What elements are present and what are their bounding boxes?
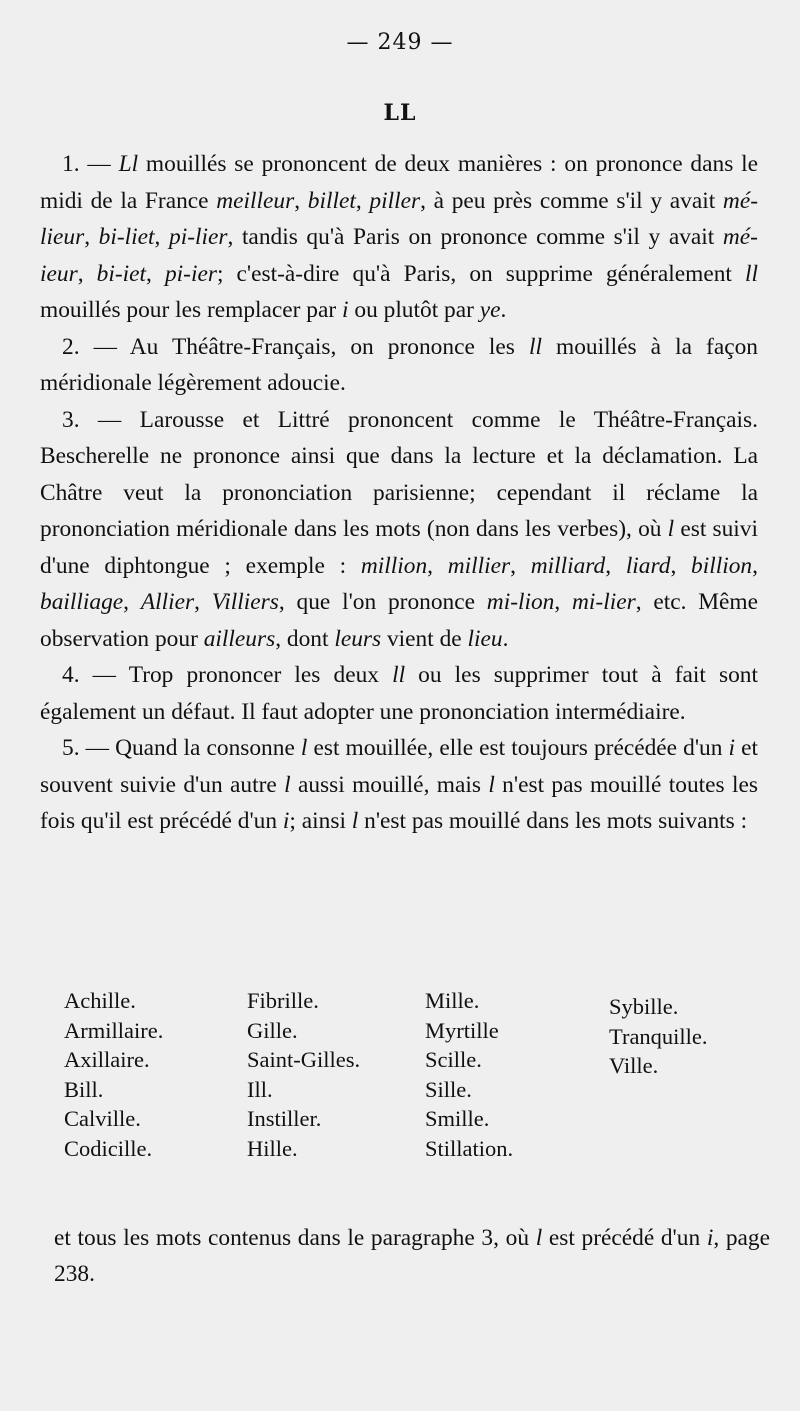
word-item: Myrtille [425, 1017, 499, 1043]
word-item: Stillation. [425, 1135, 514, 1161]
paragraph-body [40, 407, 758, 652]
paragraph-number: 4. [62, 662, 80, 688]
italic-term: Ll [118, 151, 139, 177]
word-item: Axillaire. [64, 1047, 150, 1072]
italic-term: bailliage [40, 589, 124, 615]
italic-term: l [535, 1225, 543, 1252]
paragraph-number: 5. [62, 735, 80, 761]
italic-term: ye [479, 297, 501, 323]
word-item: Sille. [425, 1076, 472, 1102]
italic-term: ll [528, 333, 542, 360]
italic-term: mé-ieur [40, 224, 758, 287]
italic-term: l [284, 771, 291, 798]
section-title: LL [383, 100, 417, 126]
italic-term: bi-liet [98, 224, 155, 250]
word-item: Bill. [64, 1076, 104, 1102]
italic-term: lieu [467, 625, 503, 652]
text-run: — Au Théâtre-Français, on prononce les [93, 333, 529, 360]
italic-term: i [728, 735, 736, 761]
word-item: Gille. [247, 1017, 298, 1043]
word-item: Codicille. [64, 1135, 153, 1161]
word-item: Instiller. [247, 1106, 322, 1131]
word-item: Smille. [425, 1106, 490, 1131]
text-run: , [123, 589, 141, 615]
text-run: , dont [275, 625, 335, 652]
text-run: mouillés à la façon méridionale légèrement adoucie. [40, 333, 758, 396]
italic-term: piller [369, 187, 421, 214]
word-item: Tranquille. [609, 1023, 708, 1049]
italic-term: milliard [530, 552, 606, 579]
paragraph-body [40, 662, 758, 725]
text-run: et tous les mots contenus dans le paragraphe 3, où [54, 1225, 536, 1252]
text-run: , que l'on prononce [278, 589, 487, 615]
italic-term: l [488, 771, 495, 798]
text-run: est précédé d'un [542, 1225, 707, 1252]
text-run: , à peu près comme s'il y avait [420, 187, 723, 214]
italic-term: i [706, 1225, 714, 1252]
word-column-3 [425, 986, 513, 1163]
paragraph-number: 2. [62, 333, 80, 360]
text-run: ou les supprimer tout à fait sont également un défaut. Il faut adopter une prononciation intermédiaire. [40, 662, 758, 725]
paragraph-body [40, 334, 758, 397]
word-item: Hille. [247, 1135, 298, 1161]
body-text [40, 146, 758, 840]
text-run: , [154, 224, 169, 250]
text-run: , [554, 589, 573, 615]
text-run: , [752, 552, 758, 579]
text-run: aussi mouillé, mais [290, 771, 489, 798]
text-run: , [194, 589, 212, 615]
italic-term: liard [625, 552, 671, 579]
paragraph-body [40, 735, 758, 834]
italic-term: millier [447, 552, 511, 579]
paragraph-3 [40, 402, 758, 658]
text-run: est mouillée, elle est toujours précédée d'un [307, 735, 729, 761]
text-run: , [355, 187, 370, 214]
italic-term: l [300, 735, 308, 761]
paragraph-body [40, 151, 758, 323]
paragraph-number: 3. [62, 406, 80, 433]
text-run: , tandis qu'à Paris on prononce comme s'il y avait [227, 224, 723, 250]
italic-term: mé-lieur [40, 187, 758, 250]
italic-term: million [360, 552, 428, 579]
text-run: mouillés pour les remplacer par [40, 297, 343, 323]
italic-term: pi-ier [164, 260, 217, 287]
word-column-1 [64, 986, 163, 1163]
italic-term: l [667, 516, 675, 542]
italic-term: ll [392, 662, 406, 688]
word-item: Ill. [247, 1076, 273, 1102]
text-run: — Quand la consonne [85, 735, 301, 761]
italic-term: ll [745, 260, 759, 287]
italic-term: i [342, 297, 349, 323]
closing-paragraph [54, 1220, 770, 1292]
closing-body [54, 1225, 770, 1287]
word-item: Ville. [609, 1053, 659, 1078]
text-run: , [670, 552, 692, 579]
text-run: ; c'est-à-dire qu'à Paris, on supprime généralement [216, 260, 746, 287]
italic-term: pi-lier [169, 224, 228, 250]
text-run: — Larousse et Littré prononcent comme le Théâtre-Français. Bescherelle ne prononce ainsi que dans la lecture et la déclamation. La Châtre veut la prononciation parisienne; cependant il réclame la prononciation méridionale dans les mots (non dans les verbes), où [40, 406, 758, 542]
italic-term: billion [691, 552, 753, 579]
word-item: Saint-Gilles. [247, 1047, 361, 1072]
word-column-4 [609, 992, 708, 1081]
text-run: et souvent suivie d'un autre [40, 735, 758, 798]
paragraph-5 [40, 730, 758, 840]
text-run: mouillés se prononcent de deux manières : on prononce dans le midi de la France [40, 151, 758, 214]
page-number: — 249 — [346, 30, 454, 55]
text-run: , [427, 552, 448, 579]
italic-term: bi-iet [96, 260, 147, 287]
text-run: , [510, 552, 531, 579]
italic-term: meilleur [216, 187, 295, 214]
text-run: , [146, 260, 165, 287]
text-run: est suivi d'une diphtongue ; exemple : [40, 516, 759, 579]
text-run: , [294, 187, 308, 214]
italic-term: Villiers [211, 589, 279, 615]
text-run: . [500, 297, 507, 323]
text-run: ; ainsi [289, 808, 352, 834]
text-run: — Trop prononcer les deux [92, 662, 393, 688]
word-item: Mille. [425, 988, 480, 1013]
text-run: , [605, 552, 626, 579]
text-run: , [77, 260, 97, 287]
text-run: , [84, 224, 99, 250]
text-run: vient de [381, 625, 468, 652]
italic-term: l [351, 808, 359, 834]
text-run: , page 238. [54, 1225, 770, 1288]
italic-term: Allier [140, 589, 195, 615]
paragraph-1 [40, 146, 758, 329]
paragraph-2 [40, 329, 758, 402]
text-run: ou plutôt par [348, 297, 480, 323]
word-item: Sybille. [609, 994, 679, 1019]
italic-term: i [282, 808, 290, 834]
word-item: Armillaire. [64, 1017, 164, 1043]
word-item: Achille. [64, 988, 136, 1013]
paragraph-4 [40, 657, 758, 730]
text-run: , etc. Même observation pour [40, 589, 758, 652]
text-run: . [502, 625, 509, 652]
text-run: n'est pas mouillé dans les mots suivants : [358, 808, 748, 834]
word-item: Calville. [64, 1106, 141, 1131]
word-item: Scille. [425, 1047, 482, 1072]
italic-term: leurs [334, 625, 382, 652]
italic-term: billet [307, 187, 356, 214]
italic-term: mi-lion [486, 589, 555, 615]
word-item: Fibrille. [247, 988, 319, 1013]
word-column-2 [247, 986, 360, 1163]
text-run: n'est pas mouillé toutes les fois qu'il est précédé d'un [40, 771, 758, 834]
text-run: — [87, 151, 119, 177]
paragraph-number: 1. [62, 151, 80, 177]
italic-term: ailleurs [203, 625, 276, 652]
italic-term: mi-lier [572, 589, 636, 615]
